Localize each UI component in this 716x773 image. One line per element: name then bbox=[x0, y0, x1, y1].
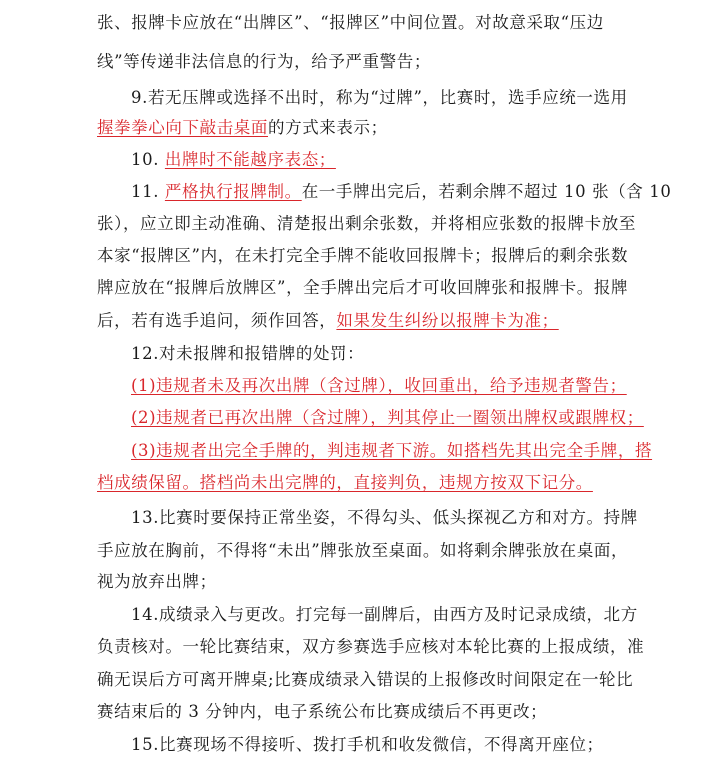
text-segment: 张、报牌卡应放在“出牌区”、“报牌区”中间位置。对故意采取“压边 bbox=[97, 13, 604, 32]
highlighted-text: 档成绩保留。搭档尚未出完牌的，直接判负，违规方按双下记分。 bbox=[97, 473, 593, 492]
text-segment: 负责核对。一轮比赛结束，双方参赛选手应核对本轮比赛的上报成绩，准 bbox=[97, 637, 645, 656]
text-segment: 确无误后方可离开牌桌;比赛成绩录入错误的上报修改时间限定在一轮比 bbox=[97, 670, 634, 689]
text-segment: 视为放弃出牌； bbox=[97, 572, 217, 591]
text-segment: 13.比赛时要保持正常坐姿，不得勾头、低头探视乙方和对方。持牌 bbox=[131, 508, 638, 527]
text-segment: 15.比赛现场不得接听、拨打手机和收发微信，不得离开座位； bbox=[131, 735, 604, 754]
highlighted-text: (2)违规者已再次出牌（含过牌），判其停止一圈领出牌权或跟牌权； bbox=[131, 408, 644, 427]
text-line bbox=[97, 572, 217, 592]
highlighted-text: 握拳拳心向下敲击桌面 bbox=[97, 118, 268, 137]
highlighted-text: 出牌时不能越序表态； bbox=[164, 150, 336, 169]
text-line bbox=[97, 278, 628, 298]
highlighted-text: 如果发生纠纷以报牌卡为准； bbox=[336, 311, 559, 330]
text-line bbox=[97, 246, 628, 266]
text-line bbox=[97, 670, 633, 690]
text-line bbox=[97, 311, 559, 331]
text-segment: 牌应放在“报牌后放牌区”，全手牌出完后才可收回牌张和报牌卡。报牌 bbox=[97, 278, 629, 297]
text-segment: 本家“报牌区”内，在未打完全手牌不能收回报牌卡；报牌后的剩余张数 bbox=[97, 246, 629, 265]
text-line bbox=[97, 637, 644, 657]
penalty-3 bbox=[131, 441, 652, 461]
rule-12 bbox=[131, 344, 364, 364]
text-segment: 的方式来表示； bbox=[268, 118, 388, 137]
rule-13 bbox=[131, 508, 638, 528]
text-line bbox=[97, 13, 604, 33]
text-segment: 后，若有选手追问，须作回答， bbox=[97, 311, 337, 330]
text-segment: 张），应立即主动准确、清楚报出剩余张数，并将相应张数的报牌卡放至 bbox=[97, 214, 636, 233]
text-segment: 在一手牌出完后，若剩余牌不超过 10 张（含 10 bbox=[301, 182, 672, 201]
highlighted-text: (1)违规者未及再次出牌（含过牌），收回重出，给予违规者警告； bbox=[131, 376, 627, 395]
rule-10 bbox=[131, 150, 336, 170]
penalty-2 bbox=[131, 408, 644, 428]
text-line bbox=[97, 118, 388, 138]
rule-11 bbox=[131, 182, 671, 202]
text-segment: 14.成绩录入与更改。打完每一副牌后，由西方及时记录成绩，北方 bbox=[131, 605, 638, 624]
text-line bbox=[97, 473, 593, 493]
text-segment: 手应放在胸前，不得将“未出”牌张放至桌面。如将剩余牌张放在桌面， bbox=[97, 541, 629, 560]
rule-14 bbox=[131, 605, 638, 625]
text-segment: 线”等传递非法信息的行为，给予严重警告； bbox=[97, 52, 431, 71]
text-line bbox=[97, 541, 628, 561]
highlighted-text: 严格执行报牌制。 bbox=[164, 182, 302, 201]
text-segment: 9.若无压牌或选择不出时，称为“过牌”，比赛时，选手应统一选用 bbox=[131, 88, 628, 107]
text-line bbox=[97, 52, 431, 72]
text-segment: 赛结束后的 3 分钟内，电子系统公布比赛成绩后不再更改； bbox=[97, 702, 548, 721]
text-line bbox=[97, 702, 547, 722]
highlighted-text: (3)违规者出完全手牌的，判违规者下游。如搭档先其出完全手牌，搭 bbox=[131, 441, 653, 460]
text-segment: 12.对未报牌和报错牌的处罚： bbox=[131, 344, 365, 363]
text-segment: 10. bbox=[131, 150, 165, 169]
rule-15 bbox=[131, 735, 604, 755]
text-line bbox=[97, 214, 636, 234]
penalty-1 bbox=[131, 376, 627, 396]
text-segment: 11. bbox=[131, 182, 165, 201]
rule-9 bbox=[131, 88, 628, 108]
